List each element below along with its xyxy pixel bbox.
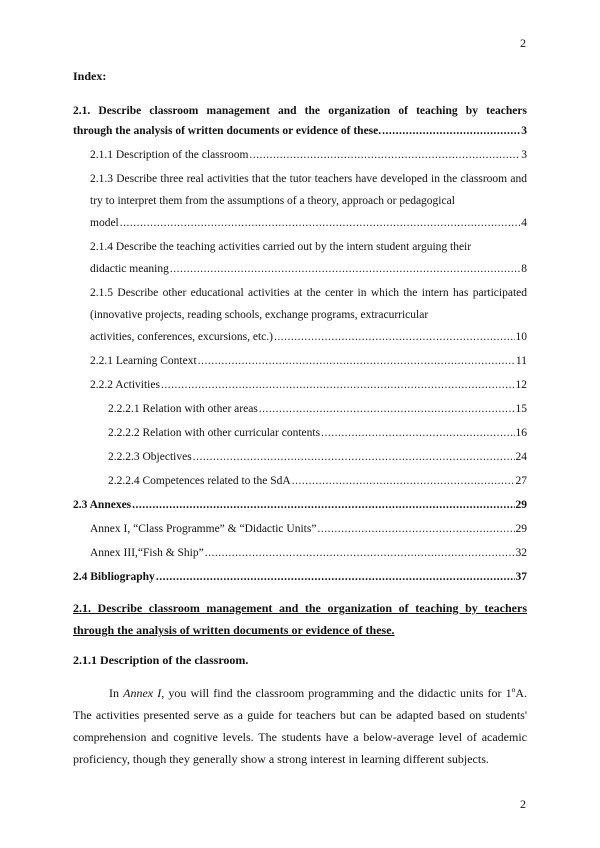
dot-leader [249,144,520,166]
toc-page-number: 15 [515,403,527,415]
dot-leader [156,566,515,588]
dot-leader [193,446,515,468]
toc-entry-2-1-1[interactable]: 2.1.1 Description of the classroom ..... 3 [73,144,527,166]
toc-page-number: 8 [521,263,527,275]
toc-page-number: 24 [515,451,527,463]
dot-leader [205,542,515,564]
toc-page-number: 29 [515,523,527,535]
toc-entry-annex-i[interactable]: Annex I, “Class Programme” & “Didactic Units” ..... 29 [73,518,527,540]
dot-leader [292,470,515,492]
toc-page-number: 37 [515,571,527,583]
toc-entry-2-1-5[interactable]: 2.1.5 Describe other educational activities at the center in which the intern has participated (innovative projects, reading schools, exchange programs, extracurricular activities, conferences, excursions, etc.) ..... 10 [73,282,527,348]
dot-leader [321,422,514,444]
section-2-1 [73,597,527,770]
toc-page-number: 3 [521,125,527,137]
table-of-contents [73,100,527,590]
page-number-bottom: 2 [520,797,526,811]
toc-page-number: 12 [515,379,527,391]
toc-page-number: 16 [515,427,527,439]
body-paragraph: In Annex I, you will find the classroom programming and the didactic units for 1ºA. The activities presented serve as a guide for teachers but can be adapted based on students' comprehension and cognitive levels. The students have a below-average level of academic proficiency, though they generally show a strong interest in learning different subjects. [73,686,527,766]
toc-page-number: 32 [515,547,527,559]
subsection-heading: 2.1.1 Description of the classroom. [73,653,249,667]
dot-leader [161,374,515,396]
dot-leader [132,494,514,516]
annex-reference: Annex I [123,686,162,700]
toc-page-number: 11 [515,355,527,367]
toc-entry-2-2-2-4[interactable]: 2.2.2.4 Competences related to the SdA ..... 27 [73,470,527,492]
toc-page-number: 10 [515,331,527,343]
toc-entry-2-2-2-3[interactable]: 2.2.2.3 Objectives ..... 24 [73,446,527,468]
dot-leader [317,518,514,540]
dot-leader [120,212,521,234]
toc-entry-2-1-3[interactable]: 2.1.3 Describe three real activities that the tutor teachers have developed in the classroom and try to interpret them from the assumptions of a theory, approach or pedagogical model ..... 4 [73,168,527,234]
dot-leader [382,120,520,142]
toc-entry-2-3[interactable]: 2.3 Annexes ..... 29 [73,494,527,516]
dot-leader [198,350,515,372]
toc-page-number: 3 [521,149,527,161]
toc-entry-2-1[interactable]: 2.1. Describe classroom management and the organization of teaching by teachers through the analysis of written documents or evidence of these. ..... 3 [73,100,527,142]
dot-leader [274,326,515,348]
toc-page-number: 4 [521,217,527,229]
toc-entry-2-2-1[interactable]: 2.2.1 Learning Context ..... 11 [73,350,527,372]
index-title: Index: [73,69,107,83]
toc-page-number: 27 [515,475,527,487]
dot-leader [259,398,515,420]
page-number-top: 2 [520,36,526,50]
dot-leader [170,258,520,280]
toc-entry-2-4[interactable]: 2.4 Bibliography ..... 37 [73,566,527,588]
toc-entry-2-2-2[interactable]: 2.2.2 Activities ..... 12 [73,374,527,396]
toc-page-number: 29 [515,499,527,511]
toc-entry-2-2-2-2[interactable]: 2.2.2.2 Relation with other curricular contents ..... 16 [73,422,527,444]
section-heading: 2.1. Describe classroom management and the organization of teaching by teachers through the analysis of written documents or evidence of these. [73,601,527,637]
toc-entry-annex-iii[interactable]: Annex III,“Fish & Ship” ..... 32 [73,542,527,564]
toc-entry-2-1-4[interactable]: 2.1.4 Describe the teaching activities carried out by the intern student arguing their didactic meaning ..... 8 [73,236,527,280]
toc-entry-2-2-2-1[interactable]: 2.2.2.1 Relation with other areas ..... 15 [73,398,527,420]
